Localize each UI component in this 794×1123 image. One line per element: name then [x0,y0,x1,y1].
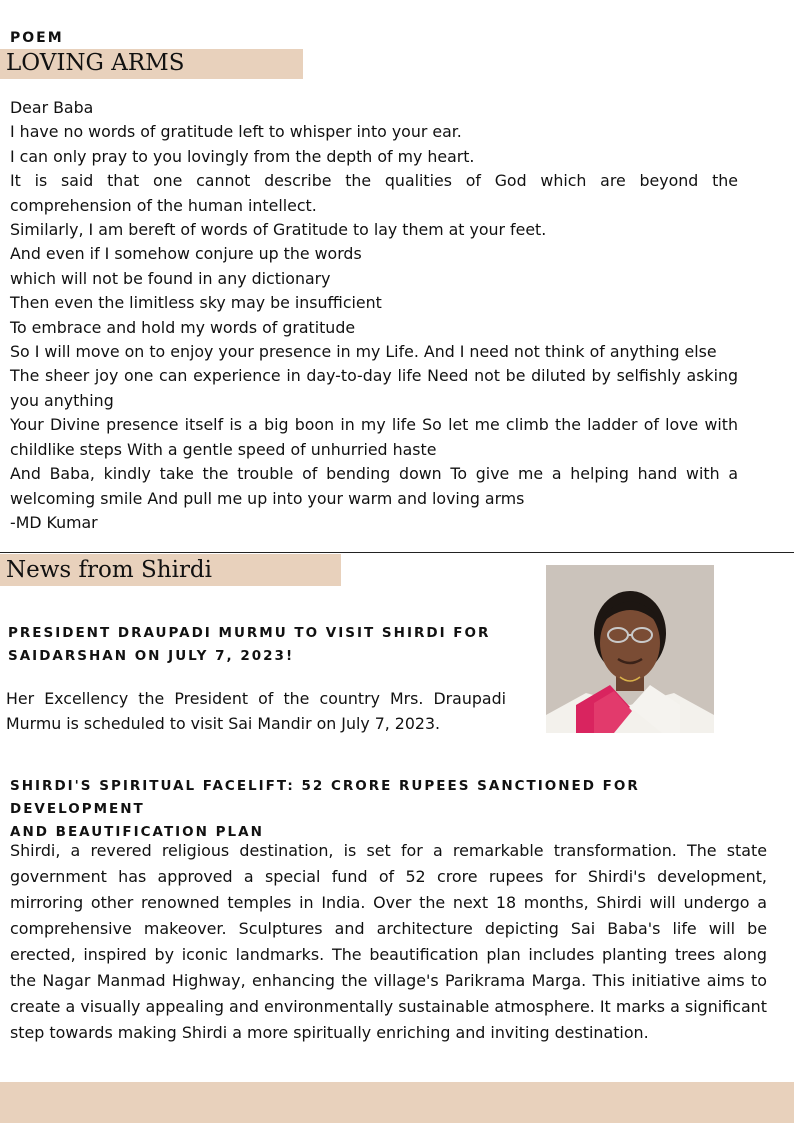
poem-line: which will not be found in any dictionary [10,268,331,288]
news-heading-president-visit [8,622,528,668]
poem-line: Similarly, I am bereft of words of Gratitude to lay them at your feet. [10,220,547,240]
section-title-news: News from Shirdi [6,557,213,583]
section-title-poem: LOVING ARMS [6,50,185,76]
poem-body [10,96,738,535]
section-divider [0,552,794,553]
poem-line: Then even the limitless sky may be insufficient [10,293,382,313]
news-heading-line: AND BEAUTIFICATION PLAN [10,824,264,840]
poem-line: It is said that one cannot describe the qualities of God which are beyond the comprehension of the human intellect. [10,171,738,215]
poem-line: The sheer joy one can experience in day-to-day life Need not be diluted by selfishly asking you anything [10,366,738,410]
poem-line: So I will move on to enjoy your presence in my Life. And I need not think of anything else [10,342,717,362]
poem-line: And Baba, kindly take the trouble of bending down To give me a helping hand with a welcoming smile And pull me up into your warm and loving arms [10,464,738,508]
president-photo [546,565,714,733]
poem-line: I have no words of gratitude left to whisper into your ear. [10,122,462,142]
poem-line: To embrace and hold my words of gratitude [10,317,356,337]
poem-line: I can only pray to you lovingly from the depth of my heart. [10,146,475,166]
news-heading-facelift [10,775,770,844]
poem-author: -MD Kumar [10,512,98,532]
poem-line: Your Divine presence itself is a big boon in my life So let me climb the ladder of love with childlike steps With a gentle speed of unhurried haste [10,415,738,459]
news-heading-line: SAIDARSHAN ON JULY 7, 2023! [8,648,295,664]
section-kicker-poem: POEM [10,30,64,46]
footer-band [0,1082,794,1123]
news-body-president-visit: Her Excellency the President of the country Mrs. Draupadi Murmu is scheduled to visit Sai Mandir on July 7, 2023. [6,689,506,733]
portrait-illustration [546,565,714,733]
news-heading-line: SHIRDI'S SPIRITUAL FACELIFT: 52 CRORE RUPEES SANCTIONED FOR DEVELOPMENT [10,778,640,817]
news-body-facelift: Shirdi, a revered religious destination, is set for a remarkable transformation. The state government has approved a special fund of 52 crore rupees for Shirdi's development, mirroring other renowned temples in India. Over the next 18 months, Shirdi will undergo a comprehensive makeover. Sculptures and architecture depicting Sai Baba's life will be erected, inspired by iconic landmarks. The beautification plan includes planting trees along the Nagar Manmad Highway, enhancing the village's Parikrama Marga. This initiative aims to create a visually appealing and environmentally sustainable atmosphere. It marks a significant step towards making Shirdi a more spiritually enriching and inviting destination. [10,841,767,1042]
news-heading-line: PRESIDENT DRAUPADI MURMU TO VISIT SHIRDI FOR [8,625,491,641]
poem-line: And even if I somehow conjure up the words [10,244,362,264]
poem-line: Dear Baba [10,98,94,117]
